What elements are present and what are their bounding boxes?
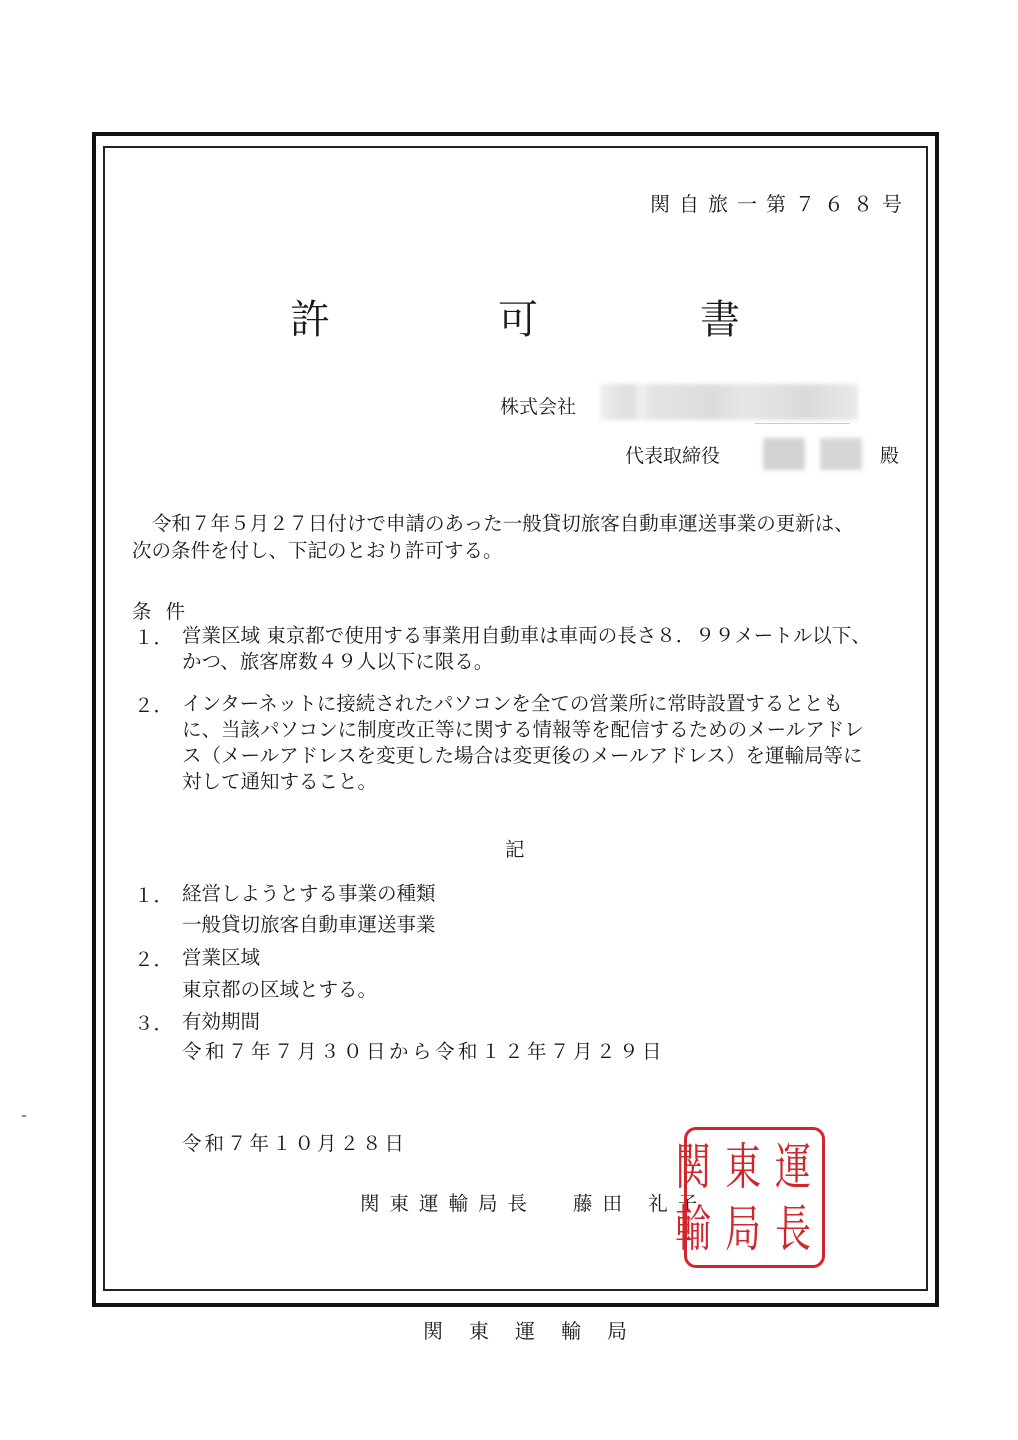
seal-char-1: 運 [775, 1138, 811, 1196]
official-seal-stamp [675, 1127, 825, 1268]
condition-2-line-1: インターネットに接続されたパソコンを全ての営業所に常時設置するととも [182, 692, 843, 715]
intro-line-1: 令和７年５月２７日付けで申請のあった一般貸切旅客自動車運送事業の更新は、 [152, 512, 854, 535]
seal-char-2: 長 [775, 1200, 811, 1258]
title-char-3: 書 [700, 297, 740, 343]
redaction-underline [755, 423, 850, 424]
condition-2-line-3: ス（メールアドレスを変更した場合は変更後のメールアドレス）を運輸局等に [182, 744, 863, 767]
condition-2-line-4: 対して通知すること。 [182, 770, 378, 793]
company-prefix: 株式会社 [500, 396, 577, 418]
issuer-title: 関東運輸局長 [360, 1192, 538, 1215]
redacted-representative-given-name [820, 438, 862, 470]
issuer-name: 藤田 礼子 [573, 1192, 708, 1215]
issue-date: 令和７年１０月２８日 [182, 1132, 408, 1155]
condition-1-line-2: かつ、旅客席数４９人以下に限る。 [182, 650, 494, 673]
record-2-value: 東京都の区域とする。 [182, 978, 378, 1001]
seal-char-5: 関 [675, 1138, 711, 1196]
record-1-number: １． [134, 884, 174, 907]
seal-char-4: 局 [725, 1200, 761, 1258]
footer-issuing-authority: 関東運輸局 [423, 1319, 653, 1343]
condition-2-number: ２． [134, 694, 174, 717]
record-3-number: ３． [134, 1012, 174, 1035]
record-heading: 記 [505, 838, 525, 861]
document-number: 関自旅一第７６８号 [650, 192, 911, 216]
record-3-label: 有効期間 [182, 1010, 261, 1033]
honorific: 殿 [880, 445, 900, 467]
condition-2-line-2: に、当該パソコンに制度改正等に関する情報等を配信するためのメールアドレ [182, 718, 864, 741]
seal-char-6: 輸 [675, 1200, 711, 1258]
condition-1-number: １． [134, 626, 174, 649]
record-1-label: 経営しようとする事業の種類 [182, 882, 436, 905]
scan-speck [22, 1115, 26, 1117]
title-char-1: 許 [290, 297, 330, 343]
redacted-company-name [600, 384, 858, 420]
record-3-value: 令和７年７月３０日から令和１２年７月２９日 [182, 1040, 666, 1063]
condition-1-line-1: 営業区域 東京都で使用する事業用自動車は車両の長さ８．９９メートル以下、 [182, 624, 871, 647]
representative-title: 代表取締役 [625, 445, 721, 467]
intro-line-2: 次の条件を付し、下記のとおり許可する。 [132, 539, 503, 562]
conditions-heading: 条件 [132, 600, 200, 623]
record-2-number: ２． [134, 948, 174, 971]
record-1-value: 一般貸切旅客自動車運送事業 [182, 913, 436, 936]
title-char-2: 可 [498, 297, 538, 343]
record-2-label: 営業区域 [182, 946, 261, 969]
redacted-representative-surname [763, 438, 805, 470]
seal-char-3: 東 [725, 1138, 761, 1196]
